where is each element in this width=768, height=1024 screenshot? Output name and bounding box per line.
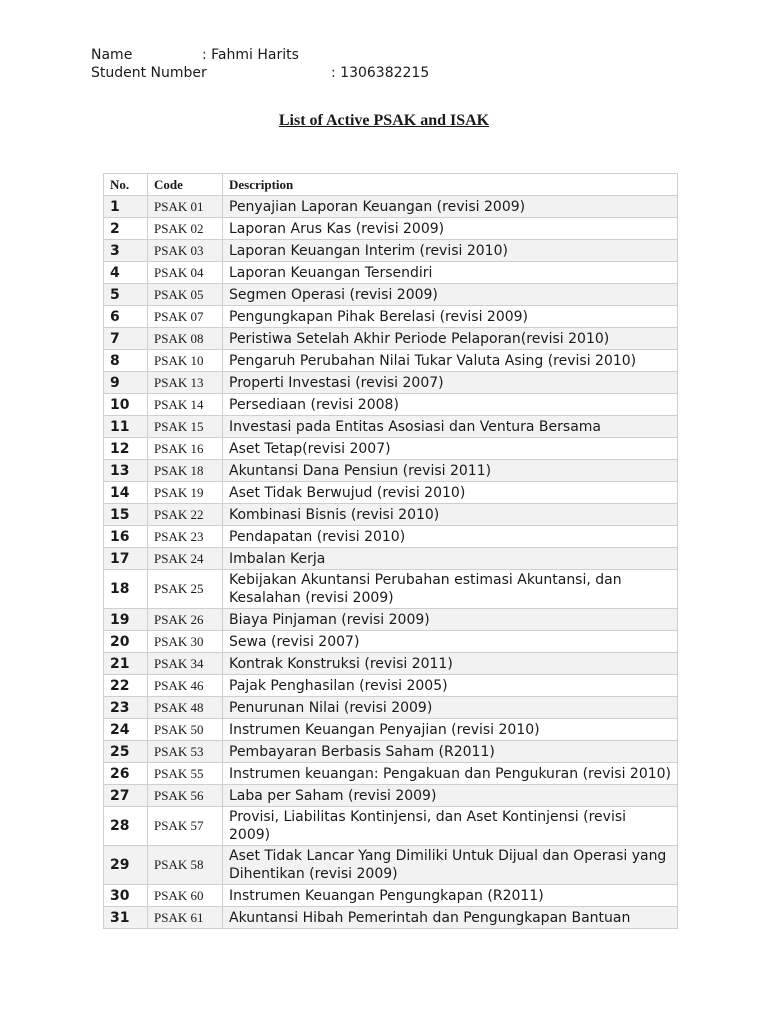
row-number: 20	[104, 631, 148, 653]
table-row	[104, 262, 678, 284]
table-row	[104, 807, 678, 846]
row-number: 16	[104, 526, 148, 548]
psak-code: PSAK 30	[148, 631, 223, 653]
row-number: 31	[104, 907, 148, 929]
table-row	[104, 697, 678, 719]
psak-code: PSAK 26	[148, 609, 223, 631]
psak-code: PSAK 57	[148, 807, 223, 846]
table-row	[104, 763, 678, 785]
row-number: 5	[104, 284, 148, 306]
psak-code: PSAK 13	[148, 372, 223, 394]
row-number: 13	[104, 460, 148, 482]
row-number: 26	[104, 763, 148, 785]
psak-description: Pendapatan (revisi 2010)	[223, 526, 678, 548]
psak-code: PSAK 25	[148, 570, 223, 609]
psak-description: Instrumen Keuangan Penyajian (revisi 2010)	[223, 719, 678, 741]
psak-code: PSAK 08	[148, 328, 223, 350]
row-number: 9	[104, 372, 148, 394]
table-row	[104, 885, 678, 907]
table-row	[104, 394, 678, 416]
psak-description: Pajak Penghasilan (revisi 2005)	[223, 675, 678, 697]
table-row	[104, 907, 678, 929]
student-number-value: : 1306382215	[331, 65, 430, 81]
psak-code: PSAK 14	[148, 394, 223, 416]
psak-description: Laporan Arus Kas (revisi 2009)	[223, 218, 678, 240]
psak-code: PSAK 19	[148, 482, 223, 504]
column-header-code: Code	[148, 174, 223, 196]
table-row	[104, 460, 678, 482]
row-number: 30	[104, 885, 148, 907]
table-row	[104, 240, 678, 262]
psak-code: PSAK 16	[148, 438, 223, 460]
psak-code: PSAK 61	[148, 907, 223, 929]
table-row	[104, 675, 678, 697]
row-number: 25	[104, 741, 148, 763]
psak-description: Kebijakan Akuntansi Perubahan estimasi Akuntansi, dan Kesalahan (revisi 2009)	[223, 570, 678, 609]
table-row	[104, 284, 678, 306]
table-row	[104, 438, 678, 460]
psak-description: Investasi pada Entitas Asosiasi dan Ventura Bersama	[223, 416, 678, 438]
name-value: : Fahmi Harits	[202, 47, 299, 63]
psak-description: Penyajian Laporan Keuangan (revisi 2009)	[223, 196, 678, 218]
psak-description: Segmen Operasi (revisi 2009)	[223, 284, 678, 306]
table-row	[104, 548, 678, 570]
table-row	[104, 631, 678, 653]
psak-code: PSAK 48	[148, 697, 223, 719]
psak-description: Aset Tetap(revisi 2007)	[223, 438, 678, 460]
table-row	[104, 653, 678, 675]
table-row	[104, 218, 678, 240]
psak-code: PSAK 24	[148, 548, 223, 570]
psak-description: Instrumen keuangan: Pengakuan dan Pengukuran (revisi 2010)	[223, 763, 678, 785]
psak-description: Peristiwa Setelah Akhir Periode Pelaporan(revisi 2010)	[223, 328, 678, 350]
psak-code: PSAK 01	[148, 196, 223, 218]
table-row	[104, 306, 678, 328]
student-number-label: Student Number	[91, 65, 207, 81]
psak-code: PSAK 60	[148, 885, 223, 907]
table-row	[104, 482, 678, 504]
table-header-row	[104, 174, 678, 196]
psak-description: Akuntansi Dana Pensiun (revisi 2011)	[223, 460, 678, 482]
psak-code: PSAK 10	[148, 350, 223, 372]
psak-code: PSAK 50	[148, 719, 223, 741]
psak-description: Aset Tidak Lancar Yang Dimiliki Untuk Dijual dan Operasi yang Dihentikan (revisi 2009)	[223, 846, 678, 885]
row-number: 4	[104, 262, 148, 284]
psak-code: PSAK 53	[148, 741, 223, 763]
row-number: 12	[104, 438, 148, 460]
table-row	[104, 846, 678, 885]
table-row	[104, 416, 678, 438]
table-row	[104, 350, 678, 372]
row-number: 22	[104, 675, 148, 697]
psak-description: Properti Investasi (revisi 2007)	[223, 372, 678, 394]
row-number: 2	[104, 218, 148, 240]
table-row	[104, 719, 678, 741]
table-row	[104, 741, 678, 763]
row-number: 28	[104, 807, 148, 846]
psak-description: Instrumen Keuangan Pengungkapan (R2011)	[223, 885, 678, 907]
psak-description: Penurunan Nilai (revisi 2009)	[223, 697, 678, 719]
psak-description: Kontrak Konstruksi (revisi 2011)	[223, 653, 678, 675]
psak-code: PSAK 55	[148, 763, 223, 785]
psak-code: PSAK 56	[148, 785, 223, 807]
psak-code: PSAK 04	[148, 262, 223, 284]
psak-description: Pengaruh Perubahan Nilai Tukar Valuta Asing (revisi 2010)	[223, 350, 678, 372]
psak-description: Provisi, Liabilitas Kontinjensi, dan Aset Kontinjensi (revisi 2009)	[223, 807, 678, 846]
psak-description: Biaya Pinjaman (revisi 2009)	[223, 609, 678, 631]
table-row	[104, 785, 678, 807]
document-title: List of Active PSAK and ISAK	[278, 112, 490, 129]
table-row	[104, 196, 678, 218]
table-row	[104, 609, 678, 631]
psak-description: Persediaan (revisi 2008)	[223, 394, 678, 416]
psak-description: Laporan Keuangan Interim (revisi 2010)	[223, 240, 678, 262]
psak-code: PSAK 58	[148, 846, 223, 885]
psak-description: Pengungkapan Pihak Berelasi (revisi 2009)	[223, 306, 678, 328]
row-number: 1	[104, 196, 148, 218]
row-number: 19	[104, 609, 148, 631]
psak-description: Sewa (revisi 2007)	[223, 631, 678, 653]
psak-code: PSAK 03	[148, 240, 223, 262]
table-row	[104, 526, 678, 548]
row-number: 29	[104, 846, 148, 885]
psak-description: Kombinasi Bisnis (revisi 2010)	[223, 504, 678, 526]
psak-description: Laporan Keuangan Tersendiri	[223, 262, 678, 284]
psak-code: PSAK 07	[148, 306, 223, 328]
psak-code: PSAK 23	[148, 526, 223, 548]
psak-code: PSAK 05	[148, 284, 223, 306]
psak-code: PSAK 22	[148, 504, 223, 526]
row-number: 14	[104, 482, 148, 504]
psak-description: Imbalan Kerja	[223, 548, 678, 570]
psak-table	[103, 173, 678, 929]
row-number: 23	[104, 697, 148, 719]
row-number: 6	[104, 306, 148, 328]
row-number: 10	[104, 394, 148, 416]
row-number: 11	[104, 416, 148, 438]
table-body	[104, 196, 678, 929]
name-label: Name	[91, 47, 133, 63]
psak-code: PSAK 15	[148, 416, 223, 438]
psak-description: Pembayaran Berbasis Saham (R2011)	[223, 741, 678, 763]
psak-code: PSAK 46	[148, 675, 223, 697]
row-number: 24	[104, 719, 148, 741]
psak-code: PSAK 34	[148, 653, 223, 675]
psak-code: PSAK 02	[148, 218, 223, 240]
row-number: 3	[104, 240, 148, 262]
row-number: 8	[104, 350, 148, 372]
table-row	[104, 328, 678, 350]
psak-description: Aset Tidak Berwujud (revisi 2010)	[223, 482, 678, 504]
row-number: 7	[104, 328, 148, 350]
psak-description: Laba per Saham (revisi 2009)	[223, 785, 678, 807]
row-number: 15	[104, 504, 148, 526]
row-number: 17	[104, 548, 148, 570]
column-header-no: No.	[104, 174, 148, 196]
table-row	[104, 570, 678, 609]
row-number: 27	[104, 785, 148, 807]
row-number: 21	[104, 653, 148, 675]
table-row	[104, 372, 678, 394]
psak-description: Akuntansi Hibah Pemerintah dan Pengungkapan Bantuan	[223, 907, 678, 929]
table-row	[104, 504, 678, 526]
column-header-description: Description	[223, 174, 678, 196]
row-number: 18	[104, 570, 148, 609]
psak-code: PSAK 18	[148, 460, 223, 482]
